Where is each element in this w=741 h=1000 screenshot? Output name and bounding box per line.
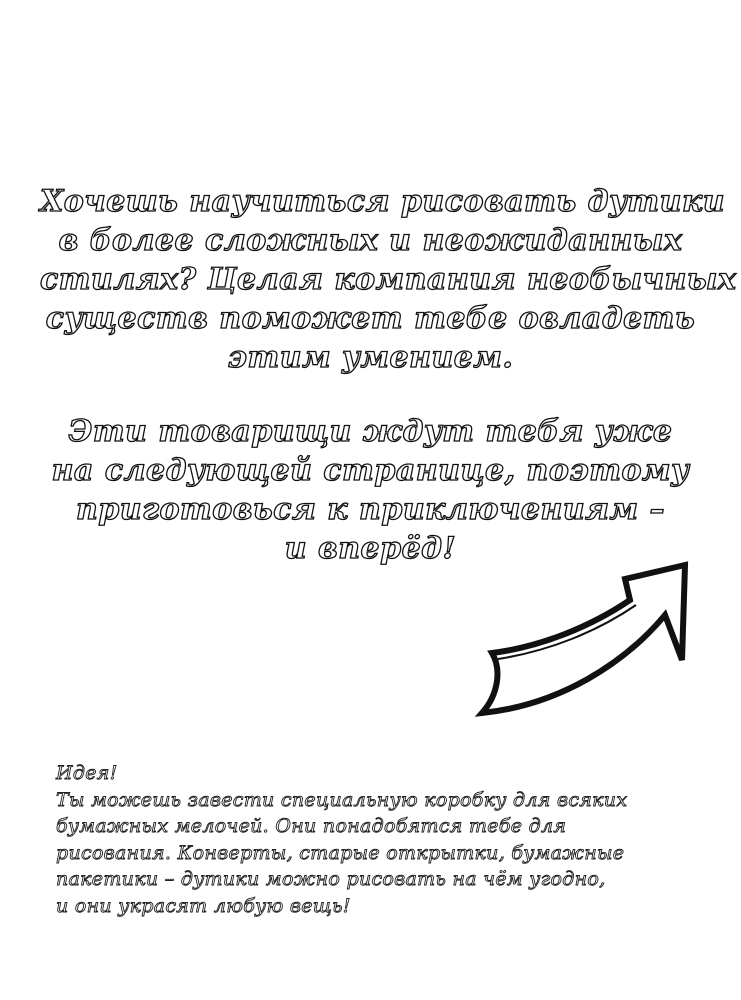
intro-line: этим умением. — [227, 340, 514, 375]
curved-arrow-up-right-icon — [470, 555, 695, 725]
intro-line: в более сложных и неожиданных — [58, 223, 683, 258]
intro-paragraph — [40, 182, 737, 377]
callout-line: приготовься к приключениям – — [75, 492, 666, 527]
intro-line: стилях? Целая компания необычных — [40, 262, 737, 297]
intro-line: Хочешь научиться рисовать дутики — [40, 184, 726, 219]
tip-line: Ты можешь завести специальную коробку для всяких — [56, 788, 628, 811]
tip-line: и они украсят любую вещь! — [56, 894, 351, 917]
callout-line: Эти товарищи ждут тебя уже — [68, 414, 673, 449]
callout-line: и вперёд! — [284, 531, 457, 566]
callout-paragraph — [40, 412, 701, 568]
idea-tip — [56, 760, 706, 919]
tip-heading: Идея! — [56, 762, 118, 784]
tip-line: бумажных мелочей. Они понадобятся тебе для — [56, 815, 567, 837]
tip-line: пакетики – дутики можно рисовать на чём угодно, — [56, 868, 606, 890]
intro-line: существ поможет тебе овладеть — [45, 301, 696, 336]
tip-line: рисования. Конверты, старые открытки, бумажные — [56, 841, 625, 864]
callout-line: на следующей странице, поэтому — [51, 453, 690, 488]
